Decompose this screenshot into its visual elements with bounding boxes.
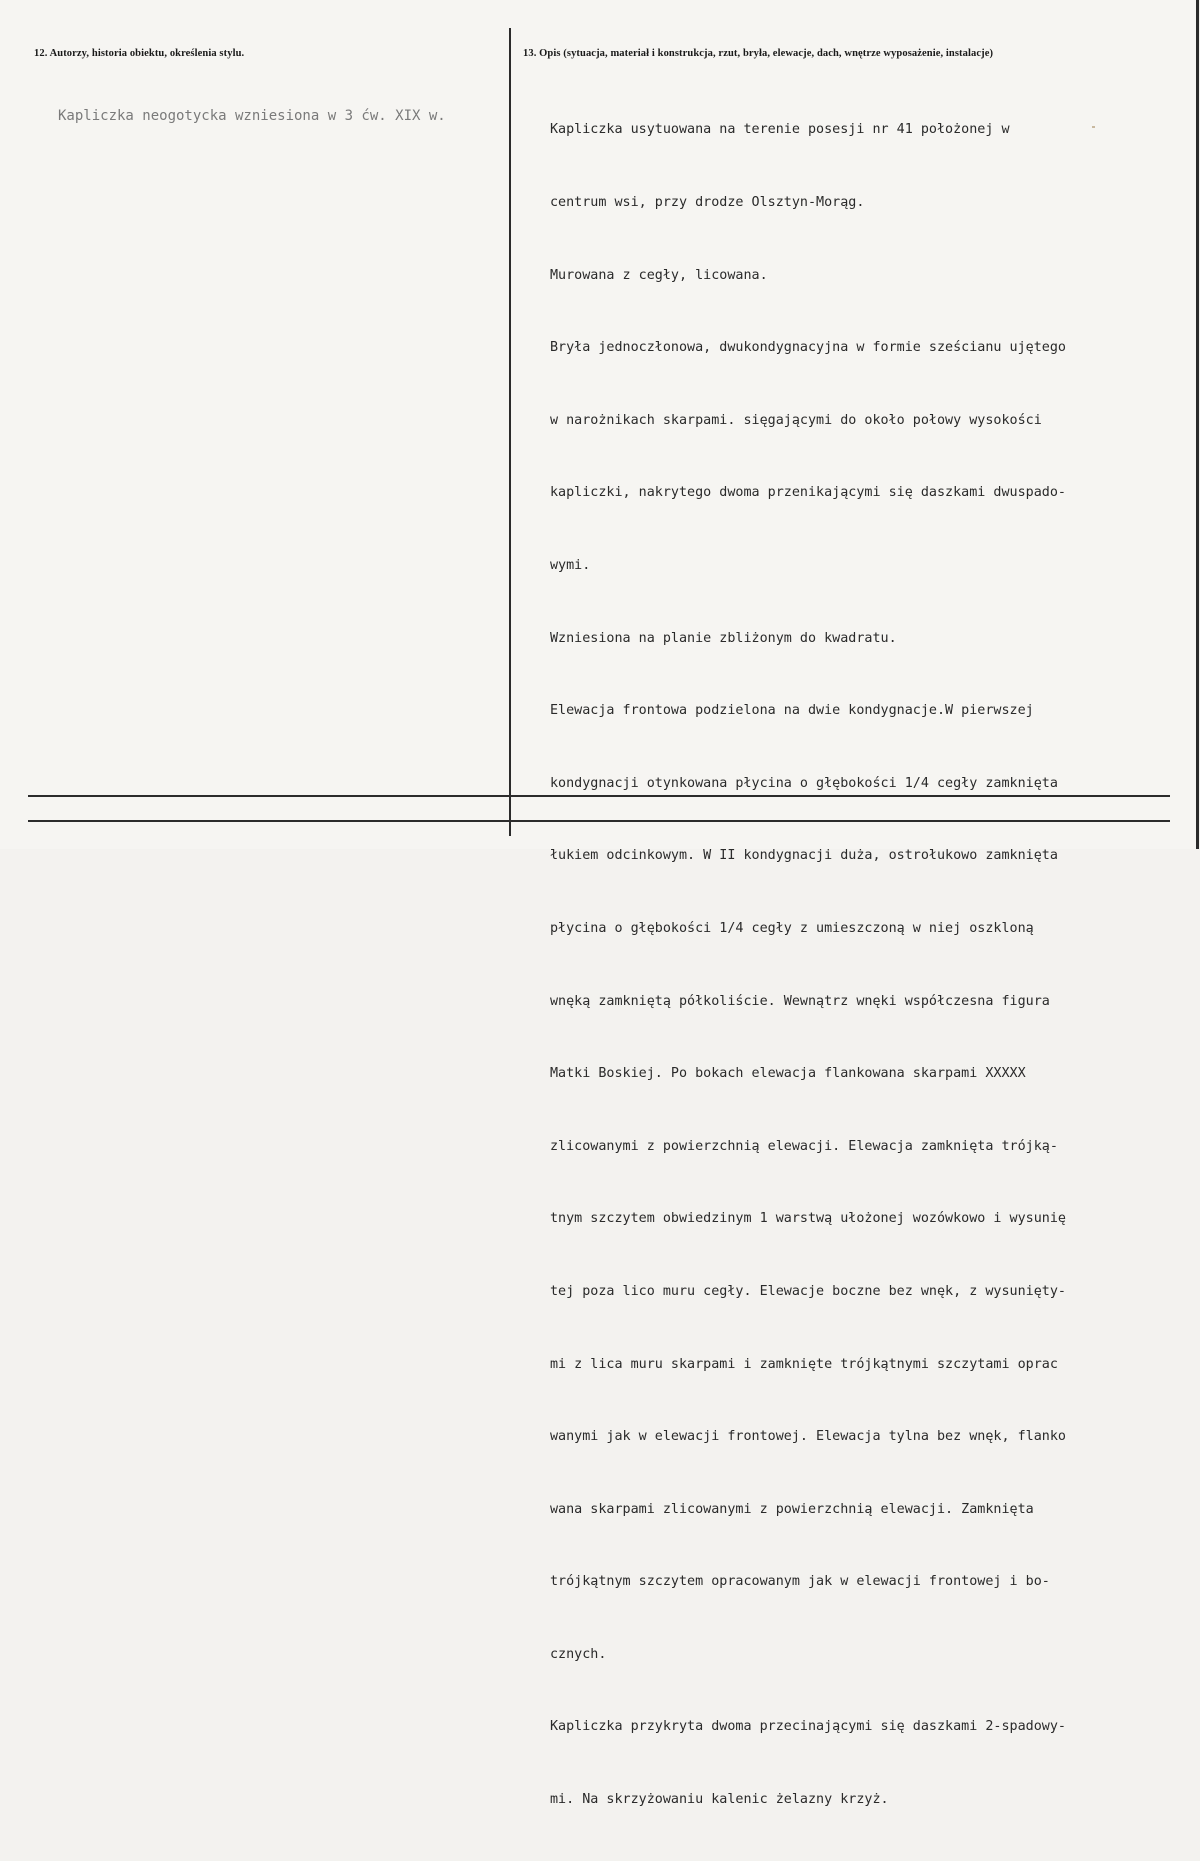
description-line: Kapliczka usytuowana na terenie posesji nr 41 położonej w xyxy=(550,122,1010,138)
description-line: tnym szczytem obwiedzinym 1 warstwą ułożonej wozówkowo i wysunię xyxy=(550,1211,1066,1227)
description-line: centrum wsi, przy drodze Olsztyn-Morąg. xyxy=(550,195,865,210)
bottom-rule-upper xyxy=(28,795,1170,797)
description-line: Kapliczka przykryta dwoma przecinającymi się daszkami 2-spadowy- xyxy=(550,1719,1066,1735)
section-13-label: 13. Opis (sytuacja, materiał i konstrukcja, rzut, bryła, elewacje, dach, wnętrze wyposażenie, instalacje) xyxy=(523,48,994,59)
description-line: Bryła jednoczłonowa, dwukondygnacyjna w formie sześcianu ujętego xyxy=(550,340,1066,356)
description-line: kapliczki, nakrytego dwoma przenikającymi się daszkami dwuspado- xyxy=(550,485,1066,501)
description-line: wymi. xyxy=(550,557,591,573)
section-12-label: 12. Autorzy, historia obiektu, określenia stylu. xyxy=(34,48,245,59)
description-line: w narożnikach skarpami. sięgającymi do około połowy wysokości xyxy=(550,412,1042,428)
description-line: wnęką zamkniętą półkoliście. Wewnątrz wnęki współczesna figura xyxy=(550,993,1050,1009)
description-line: Wzniesiona na planie zbliżonym do kwadratu. xyxy=(550,630,897,646)
description-line: wanymi jak w elewacji frontowej. Elewacja tylna bez wnęk, flanko xyxy=(550,1429,1066,1445)
paper-speck xyxy=(1092,126,1095,128)
column-divider xyxy=(509,28,511,836)
description-line: Elewacja frontowa podzielona na dwie kondygnacje.W pierwszej xyxy=(550,703,1034,719)
description-line: płycina o głębokości 1/4 cegły z umieszczoną w niej oszkloną xyxy=(550,920,1034,936)
description-line: łukiem odcinkowym. W II kondygnacji duża, ostrołukowo zamknięta xyxy=(550,848,1058,864)
description-line: Murowana z cegły, licowana. xyxy=(550,267,768,283)
description-line: kondygnacji otynkowana płycina o głębokości 1/4 cegły zamknięta xyxy=(550,775,1058,791)
description-line: trójkątnym szczytem opracowanym jak w elewacji frontowej i bo- xyxy=(550,1574,1050,1590)
description-line: mi. Na skrzyżowaniu kalenic żelazny krzyż. xyxy=(550,1792,889,1808)
description-line: Matki Boskiej. Po bokach elewacja flankowana skarpami XXXXX xyxy=(550,1066,1026,1082)
section-13-description xyxy=(550,70,1200,1861)
description-line: tej poza lico muru cegły. Elewacje boczne bez wnęk, z wysunięty- xyxy=(550,1283,1066,1299)
description-line: cznych. xyxy=(550,1646,607,1662)
description-line: mi z lica muru skarpami i zamknięte trójkątnymi szczytami oprac xyxy=(550,1356,1058,1372)
description-line: zlicowanymi z powierzchnią elewacji. Elewacja zamknięta trójką- xyxy=(550,1138,1058,1154)
section-12-entry: Kapliczka neogotycka wzniesiona w 3 ćw. XIX w. xyxy=(58,108,446,124)
bottom-rule-lower xyxy=(28,820,1170,822)
description-line: wana skarpami zlicowanymi z powierzchnią elewacji. Zamknięta xyxy=(550,1501,1034,1517)
